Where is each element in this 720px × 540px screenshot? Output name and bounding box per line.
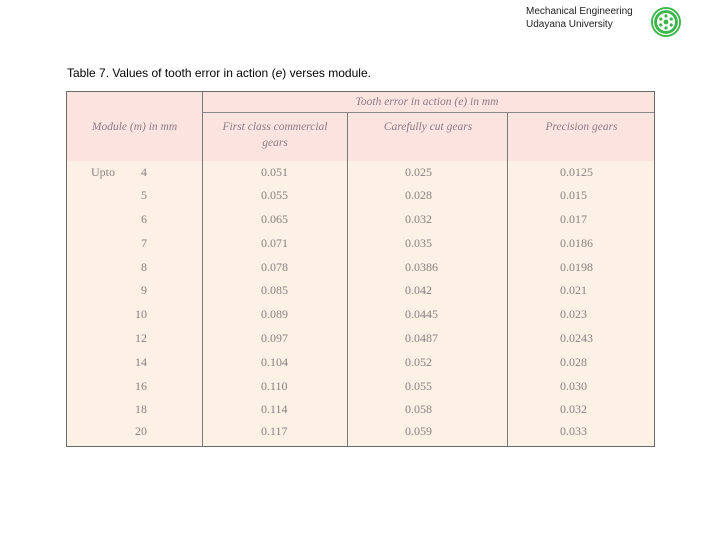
upto-label: Upto <box>91 165 115 179</box>
cell-carefully-cut: 0.055 <box>405 379 432 393</box>
caption-suffix: ) verses module. <box>282 66 371 80</box>
cell-module: 12 <box>135 331 147 345</box>
cell-precision: 0.021 <box>560 283 587 297</box>
cell-carefully-cut: 0.035 <box>405 236 432 250</box>
cell-precision: 0.0243 <box>560 331 593 345</box>
cell-carefully-cut: 0.0386 <box>405 260 438 274</box>
cell-first-class: 0.065 <box>261 212 288 226</box>
cell-first-class: 0.078 <box>261 260 288 274</box>
column-header-module: Module (m) in mm <box>91 121 178 133</box>
table-caption <box>67 66 371 80</box>
caption-prefix: Table 7. Values of tooth error in action ( <box>67 66 276 80</box>
cell-precision: 0.033 <box>560 424 587 438</box>
cell-precision: 0.030 <box>560 379 587 393</box>
university-name: Udayana University <box>526 19 613 30</box>
cell-module: 5 <box>141 188 147 202</box>
cell-module: 7 <box>141 236 147 250</box>
cell-module: 4 <box>141 165 147 179</box>
column-divider <box>347 112 348 446</box>
cell-first-class: 0.117 <box>261 424 288 438</box>
group-header-underline <box>203 112 654 113</box>
cell-first-class: 0.114 <box>261 402 288 416</box>
cell-carefully-cut: 0.032 <box>405 212 432 226</box>
cell-first-class: 0.071 <box>261 236 288 250</box>
cell-first-class: 0.104 <box>261 355 288 369</box>
column-divider <box>202 92 203 446</box>
cell-first-class: 0.097 <box>261 331 288 345</box>
cell-module: 8 <box>141 260 147 274</box>
department-name: Mechanical Engineering <box>526 6 633 17</box>
cell-carefully-cut: 0.025 <box>405 165 432 179</box>
tooth-error-table <box>66 91 655 447</box>
cell-carefully-cut: 0.058 <box>405 402 432 416</box>
cell-precision: 0.028 <box>560 355 587 369</box>
cell-module: 9 <box>141 283 147 297</box>
cell-module: 20 <box>135 424 147 438</box>
cell-carefully-cut: 0.0487 <box>405 331 438 345</box>
cell-first-class: 0.055 <box>261 188 288 202</box>
cell-carefully-cut: 0.052 <box>405 355 432 369</box>
cell-precision: 0.015 <box>560 188 587 202</box>
column-header-carefully-cut: Carefully cut gears <box>383 121 473 133</box>
cell-first-class: 0.089 <box>261 307 288 321</box>
cell-module: 6 <box>141 212 147 226</box>
column-header-precision: Precision gears <box>545 121 618 133</box>
cell-module: 18 <box>135 402 147 416</box>
cell-carefully-cut: 0.0445 <box>405 307 438 321</box>
cell-module: 10 <box>135 307 147 321</box>
cell-first-class: 0.110 <box>261 379 288 393</box>
cell-carefully-cut: 0.059 <box>405 424 432 438</box>
cell-first-class: 0.085 <box>261 283 288 297</box>
group-header: Tooth error in action (e) in mm <box>355 96 499 108</box>
cell-precision: 0.0186 <box>560 236 593 250</box>
cell-precision: 0.032 <box>560 402 587 416</box>
university-seal-icon <box>650 6 682 38</box>
cell-module: 14 <box>135 355 147 369</box>
cell-precision: 0.023 <box>560 307 587 321</box>
cell-carefully-cut: 0.042 <box>405 283 432 297</box>
column-divider <box>507 112 508 446</box>
cell-first-class: 0.051 <box>261 165 288 179</box>
cell-precision: 0.0125 <box>560 165 593 179</box>
institution-header <box>526 5 633 31</box>
cell-module: 16 <box>135 379 147 393</box>
cell-precision: 0.0198 <box>560 260 593 274</box>
cell-precision: 0.017 <box>560 212 587 226</box>
column-header-first-class: First class commercial gears <box>222 121 328 149</box>
cell-carefully-cut: 0.028 <box>405 188 432 202</box>
caption-symbol: e <box>275 66 283 80</box>
